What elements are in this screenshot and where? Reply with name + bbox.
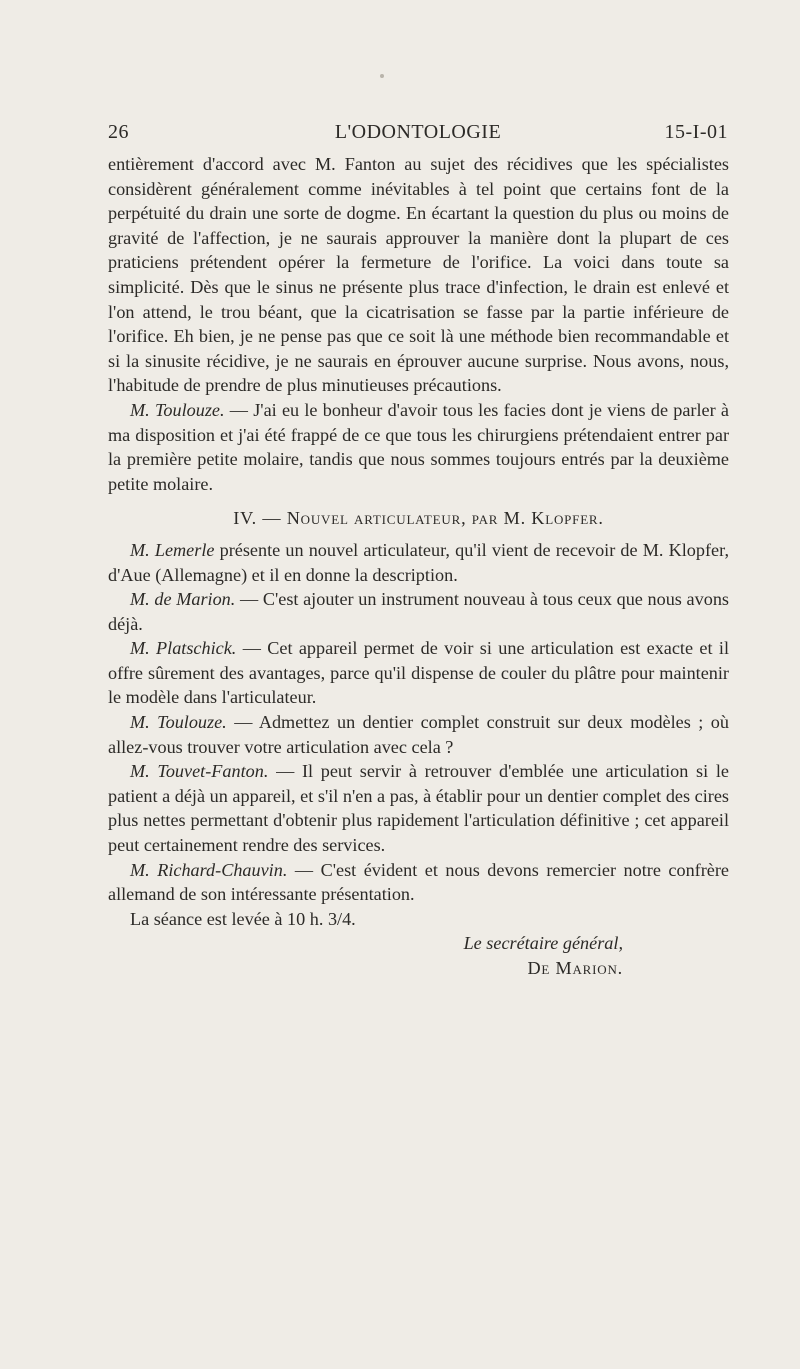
speech-text: — J'ai eu le bonheur d'avoir tous les facies dont je viens de parler à ma disposition et j'ai été frappé de ce que tous les chirurgiens prétendaient entrer par la première petite molaire, tandis que nous sommes toujours entrés par la deuxième petite molaire. xyxy=(108,399,729,494)
page-number: 26 xyxy=(108,121,129,143)
speech-text: — Il peut servir à retrouver d'emblée une articulation si le patient a déjà un appareil, et s'il n'en a pas, à établir pour un dentier complet des cires plus nettes permettant d'obtenir plus rapidement l'articulation définitive ; cet appareil peut certainement rendre des services. xyxy=(108,761,729,856)
paragraph-continuation: entièrement d'accord avec M. Fanton au sujet des récidives que les spécialistes considèrent généralement comme inévitables à tel point que certains font de la perpétuité du drain une sorte de dogme. En écartant la question du plus ou moins de gravité de l'affection, je ne saurais approuver la manière dont la plupart de ces praticiens prétendent opérer la fermeture de l'orifice. La voici dans toute sa simplicité. Dès que le sinus ne présente plus trace d'infection, le drain est enlevé et l'on attend, le trou béant, que la cicatrisation se fasse par la partie inférieure de l'orifice. Eh bien, je ne pense pas que ce soit là une méthode bien recommandable et si la sinusite récidive, je ne saurais en éprouver aucune surprise. Nous avons, nous, l'habitude de prendre de plus minutieuses précautions. xyxy=(108,154,729,396)
speaker-name: M. de Marion. xyxy=(130,589,236,610)
section-heading: IV. — Nouvel articulateur, par M. Klopfer. xyxy=(233,508,604,529)
speech-text: — C'est ajouter un instrument nouveau à tous ceux que nous avons déjà. xyxy=(108,589,729,634)
speech-text: — C'est évident et nous devons remercier notre confrère allemand de son intéressante présentation. xyxy=(108,859,729,905)
speaker-name: M. Toulouze. xyxy=(130,399,225,420)
signature-role: Le secrétaire général, xyxy=(463,933,623,954)
paragraph-toulouze-2 xyxy=(108,710,729,759)
paragraph-de-marion xyxy=(108,587,729,636)
speaker-name: M. Toulouze. xyxy=(130,712,227,733)
signature-name: De Marion. xyxy=(527,958,623,978)
paragraph-touvet-fanton xyxy=(108,759,729,857)
body-text xyxy=(108,152,729,981)
signature-block xyxy=(108,931,729,980)
journal-title: L'ODONTOLOGIE xyxy=(334,121,502,143)
speech-text: — Admettez un dentier complet construit sur deux modèles ; où allez-vous trouver votre articulation avec cela ? xyxy=(108,712,729,757)
speech-text: présente un nouvel articulateur, qu'il vient de recevoir de M. Klopfer, d'Aue (Allemagne) et il en donne la description. xyxy=(108,539,729,585)
paragraph-richard-chauvin xyxy=(108,858,729,907)
print-speck xyxy=(380,74,384,78)
speaker-name: M. Touvet-Fanton. xyxy=(130,761,269,782)
issue-date: 15-I-01 xyxy=(664,121,728,143)
running-header xyxy=(108,121,728,147)
speaker-name: M. Platschick. xyxy=(130,638,237,659)
paragraph-toulouze-1 xyxy=(108,398,729,496)
speaker-name: M. Richard-Chauvin. xyxy=(130,859,288,880)
closing-line: La séance est levée à 10 h. 3/4. xyxy=(130,908,356,929)
speaker-name: M. Lemerle xyxy=(130,539,215,560)
paragraph-lemerle xyxy=(108,538,729,587)
paragraph-platschick xyxy=(108,636,729,710)
speech-text: — Cet appareil permet de voir si une articulation est exacte et il offre sûrement des avantages, parce qu'il dispense de couler du plâtre pour maintenir le modèle dans l'articulateur. xyxy=(108,638,729,708)
